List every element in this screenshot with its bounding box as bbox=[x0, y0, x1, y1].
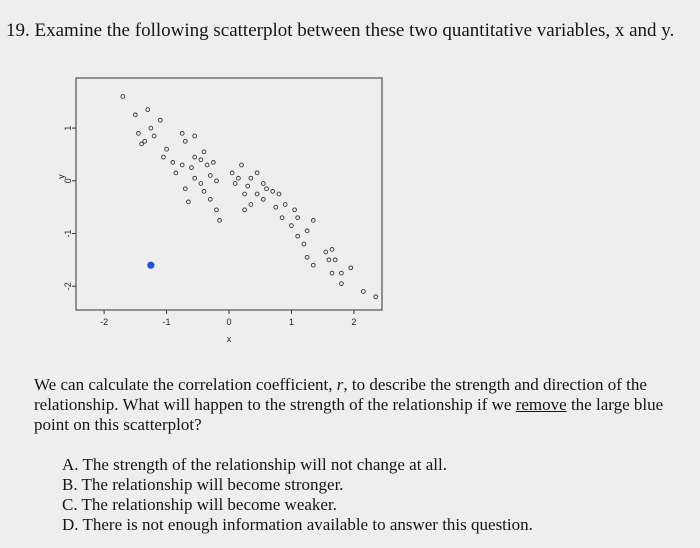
data-point bbox=[146, 108, 150, 112]
data-point bbox=[180, 163, 184, 167]
choice-c-letter: C. bbox=[62, 495, 78, 514]
y-tick-label: 0 bbox=[63, 178, 73, 184]
data-point bbox=[230, 171, 234, 175]
data-point bbox=[190, 166, 194, 170]
data-point bbox=[255, 192, 259, 196]
data-point bbox=[340, 271, 344, 275]
data-point bbox=[202, 190, 206, 194]
data-point bbox=[327, 258, 331, 262]
question-body-part2: , to describe the strength and direction of the relationship. What will happen to the strength of the relationship if we bbox=[34, 375, 647, 414]
data-point bbox=[193, 134, 197, 138]
x-axis-label: x bbox=[226, 334, 232, 344]
x-tick-label: 2 bbox=[351, 317, 357, 327]
data-point bbox=[183, 139, 187, 143]
data-point bbox=[199, 182, 203, 186]
data-point bbox=[162, 155, 166, 159]
choice-b-text: The relationship will become stronger. bbox=[81, 475, 344, 494]
data-point bbox=[174, 171, 178, 175]
data-point bbox=[137, 132, 141, 136]
data-point bbox=[215, 179, 219, 183]
y-tick-label: -1 bbox=[63, 229, 73, 238]
data-point bbox=[243, 208, 247, 212]
y-axis-label: y bbox=[56, 174, 66, 179]
x-tick-label: -2 bbox=[100, 317, 109, 327]
choice-b[interactable] bbox=[62, 475, 533, 495]
data-points bbox=[121, 95, 378, 299]
data-point bbox=[296, 216, 300, 220]
data-point bbox=[193, 155, 197, 159]
x-tick-label: 0 bbox=[226, 317, 232, 327]
scatterplot bbox=[56, 72, 386, 372]
data-point bbox=[330, 248, 334, 252]
data-point bbox=[233, 182, 237, 186]
data-point bbox=[265, 187, 269, 191]
data-point bbox=[199, 158, 203, 162]
highlight-point bbox=[147, 262, 154, 269]
data-point bbox=[158, 118, 162, 122]
axis-ticks bbox=[63, 126, 356, 327]
question-body-part3: the large blue point on this scatterplot? bbox=[34, 395, 664, 434]
data-point bbox=[349, 266, 353, 270]
plot-frame bbox=[76, 78, 382, 310]
data-point bbox=[293, 208, 297, 212]
data-point bbox=[302, 242, 306, 246]
data-point bbox=[202, 150, 206, 154]
x-tick-label: -1 bbox=[162, 317, 171, 327]
data-point bbox=[271, 190, 275, 194]
y-tick-label: 1 bbox=[63, 125, 73, 131]
data-point bbox=[237, 176, 241, 180]
data-point bbox=[208, 197, 212, 201]
data-point bbox=[277, 192, 281, 196]
data-point bbox=[171, 161, 175, 165]
data-point bbox=[205, 163, 209, 167]
data-point bbox=[193, 176, 197, 180]
data-point bbox=[249, 203, 253, 207]
data-point bbox=[296, 234, 300, 238]
data-point bbox=[305, 229, 309, 233]
data-point bbox=[121, 95, 125, 99]
data-point bbox=[133, 113, 137, 117]
data-point bbox=[274, 205, 278, 209]
data-point bbox=[165, 147, 169, 151]
choice-d[interactable] bbox=[62, 515, 533, 535]
data-point bbox=[305, 255, 309, 259]
data-point bbox=[140, 142, 144, 146]
data-point bbox=[324, 250, 328, 254]
choice-c-text: The relationship will become weaker. bbox=[81, 495, 337, 514]
y-tick-label: -2 bbox=[63, 282, 73, 291]
data-point bbox=[246, 184, 250, 188]
data-point bbox=[361, 290, 365, 294]
data-point bbox=[243, 192, 247, 196]
data-point bbox=[374, 295, 378, 299]
question-body-part1: We can calculate the correlation coefficient, bbox=[34, 375, 337, 394]
data-point bbox=[152, 134, 156, 138]
choice-a[interactable] bbox=[62, 455, 533, 475]
answer-choices bbox=[62, 455, 533, 535]
data-point bbox=[330, 271, 334, 275]
remove-word: remove bbox=[515, 395, 567, 414]
choice-a-letter: A. bbox=[62, 455, 79, 474]
choice-d-text: There is not enough information available to answer this question. bbox=[82, 515, 533, 534]
data-point bbox=[249, 176, 253, 180]
choice-a-text: The strength of the relationship will not change at all. bbox=[82, 455, 447, 474]
data-point bbox=[149, 126, 153, 130]
question-title: 19. Examine the following scatterplot between these two quantitative variables, x and y. bbox=[6, 20, 675, 41]
data-point bbox=[340, 282, 344, 286]
choice-d-letter: D. bbox=[62, 515, 79, 534]
x-tick-label: 1 bbox=[288, 317, 294, 327]
data-point bbox=[311, 219, 315, 223]
data-point bbox=[280, 216, 284, 220]
data-point bbox=[240, 163, 244, 167]
question-body bbox=[34, 375, 664, 435]
data-point bbox=[333, 258, 337, 262]
correlation-symbol: r bbox=[336, 375, 344, 394]
data-point bbox=[311, 263, 315, 267]
data-point bbox=[212, 161, 216, 165]
choice-c[interactable] bbox=[62, 495, 533, 515]
data-point bbox=[180, 132, 184, 136]
data-point bbox=[261, 197, 265, 201]
data-point bbox=[255, 171, 259, 175]
data-point bbox=[215, 208, 219, 212]
choice-b-letter: B. bbox=[62, 475, 78, 494]
data-point bbox=[261, 182, 265, 186]
data-point bbox=[290, 224, 294, 228]
data-point bbox=[283, 203, 287, 207]
data-point bbox=[187, 200, 191, 204]
data-point bbox=[218, 219, 222, 223]
data-point bbox=[208, 174, 212, 178]
data-point bbox=[183, 187, 187, 191]
